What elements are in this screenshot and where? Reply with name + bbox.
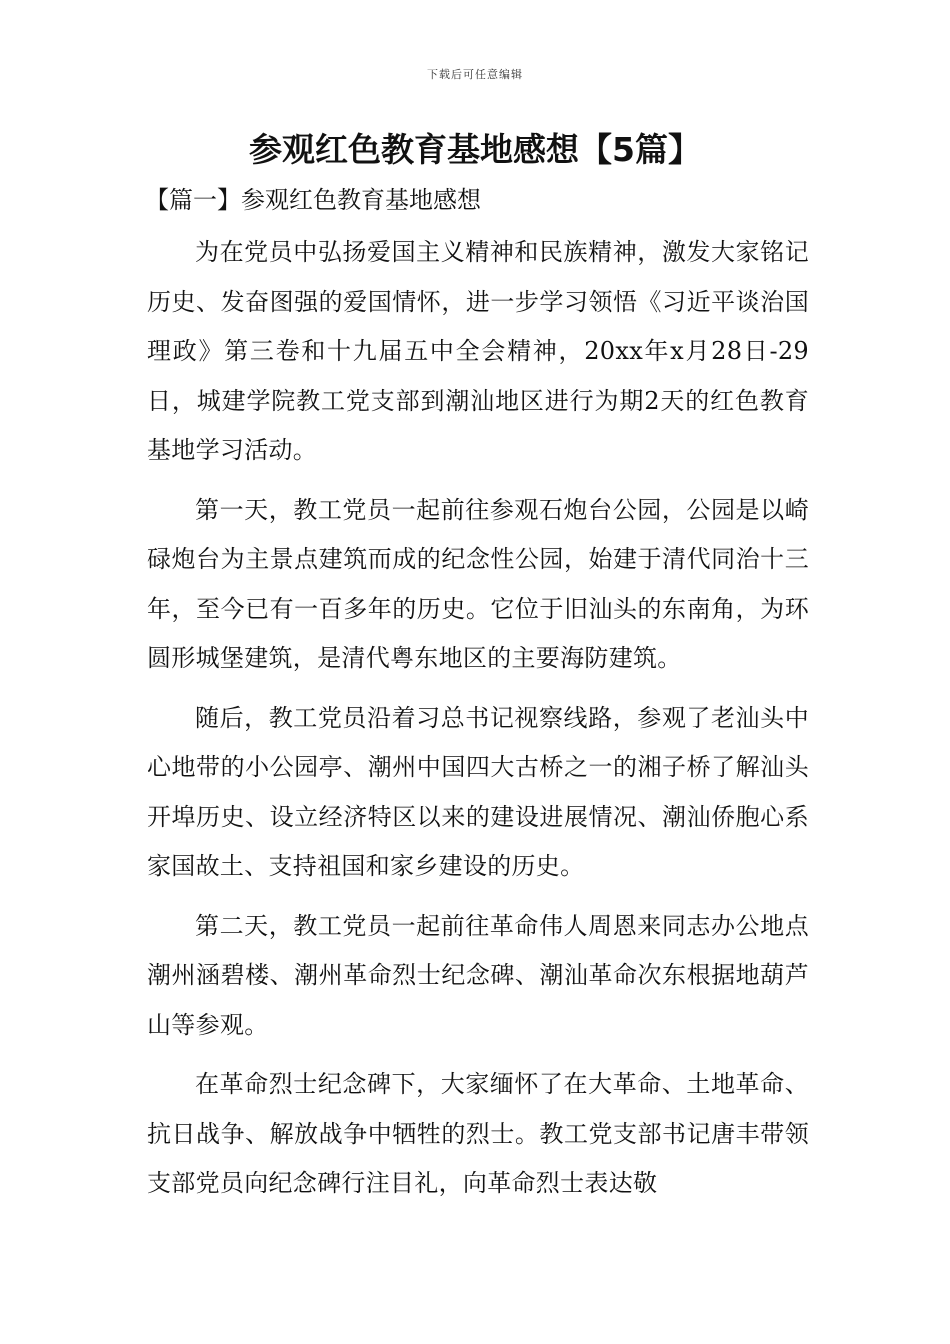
- document-title: 参观红色教育基地感想【5篇】: [249, 130, 701, 169]
- paragraph-day-one: 第一天，教工党员一起前往参观石炮台公园，公园是以崎碌炮台为主景点建筑而成的纪念性公园，始建于清代同治十三年，至今已有一百多年的历史。它位于旧汕头的东南角，为环圆形城堡建筑，是清代粤东地区的主要海防建筑。: [147, 495, 809, 672]
- header-note: 下载后可任意编辑: [427, 68, 523, 81]
- paragraph-intro: 为在党员中弘扬爱国主义精神和民族精神，激发大家铭记历史、发奋图强的爱国情怀，进一步学习领悟《习近平谈治国理政》第三卷和十九届五中全会精神，20xx年x月28日-29日，城建学院教工党支部到潮汕地区进行为期2天的红色教育基地学习活动。: [147, 238, 809, 464]
- paragraph-day-two: 第二天，教工党员一起前往革命伟人周恩来同志办公地点潮州涵碧楼、潮州革命烈士纪念碑、潮汕革命次东根据地葫芦山等参观。: [147, 911, 809, 1039]
- paragraph-afterwards: 随后，教工党员沿着习总书记视察线路，参观了老汕头中心地带的小公园亭、潮州中国四大古桥之一的湘子桥了解汕头开埠历史、设立经济特区以来的建设进展情况、潮汕侨胞心系家国故土、支持祖国和家乡建设的历史。: [147, 703, 809, 880]
- section-heading: 【篇一】参观红色教育基地感想: [145, 186, 481, 214]
- paragraph-memorial: 在革命烈士纪念碑下，大家缅怀了在大革命、土地革命、抗日战争、解放战争中牺牲的烈士。教工党支部书记唐丰带领支部党员向纪念碑行注目礼，向革命烈士表达敬: [147, 1070, 809, 1197]
- document-body: [147, 228, 809, 1219]
